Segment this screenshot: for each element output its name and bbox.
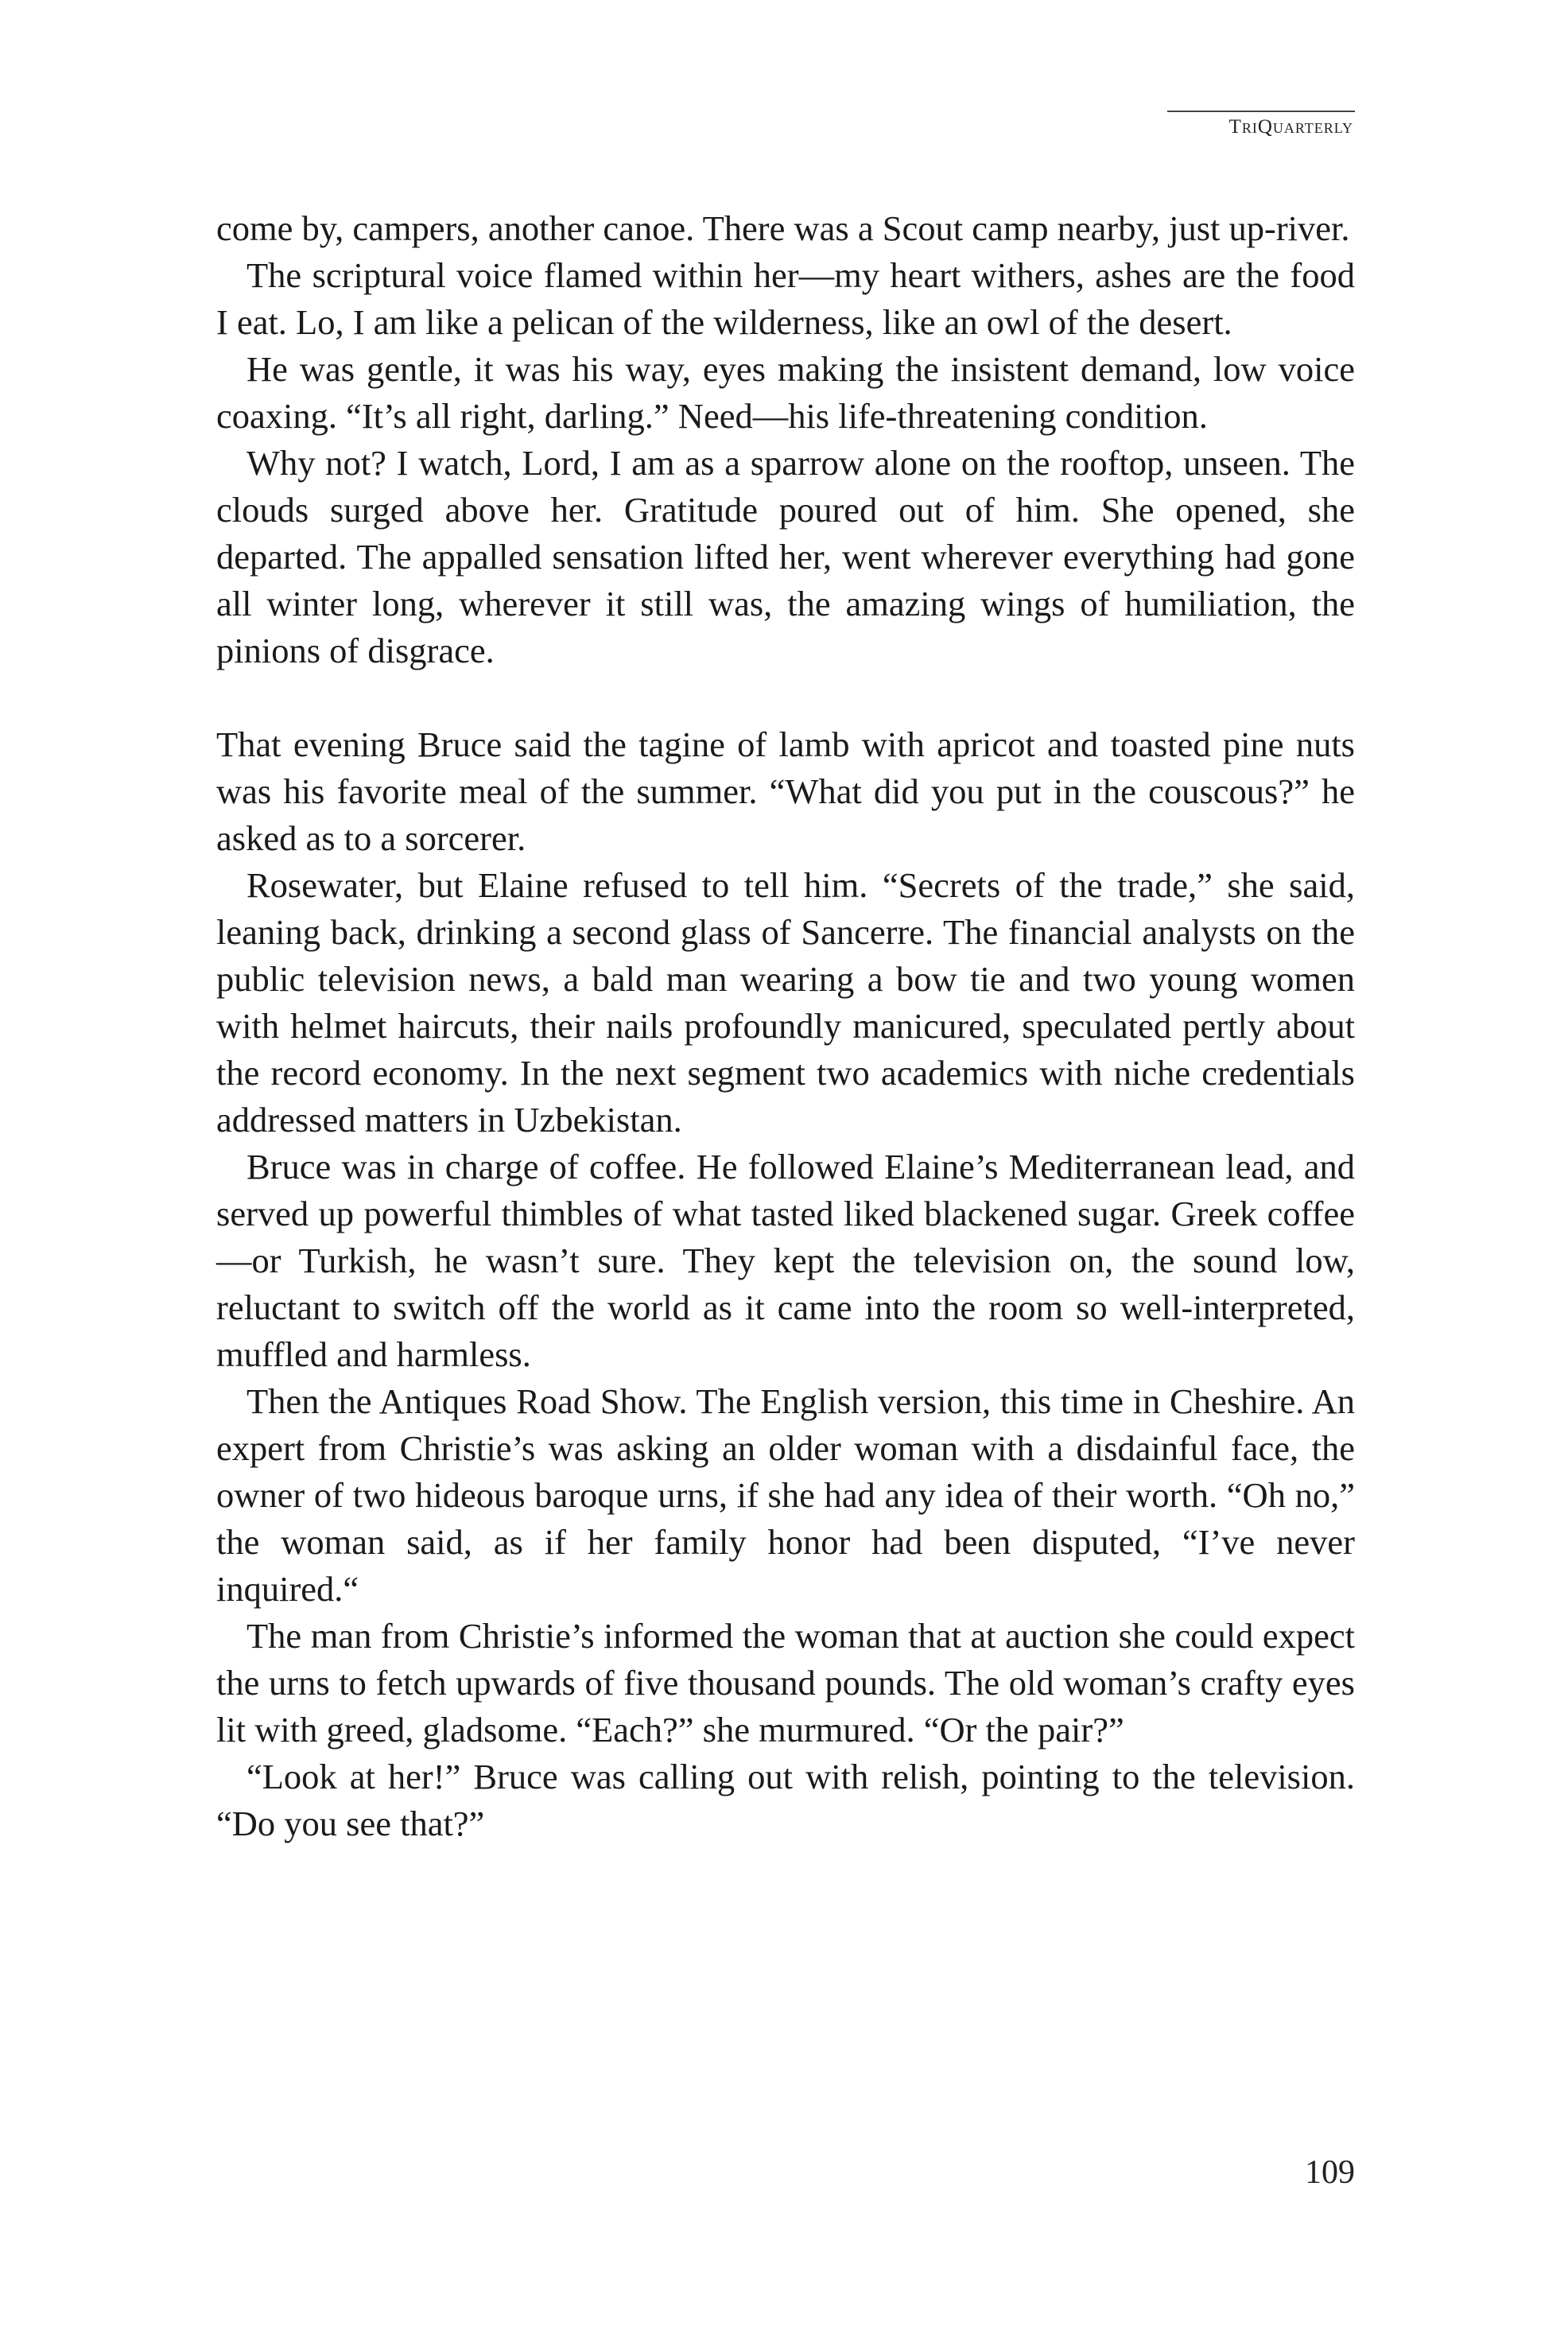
- paragraph: Why not? I watch, Lord, I am as a sparrow alone on the rooftop, unseen. The clouds surged above her. Gratitude poured out of him. She opened, she departed. The appalled sensation lifted her, went wherever everything had gone all winter long, wherever it still was, the amazing wings of humiliation, the pinions of disgrace.: [216, 443, 1355, 670]
- paragraph: He was gentle, it was his way, eyes making the insistent demand, low voice coaxing. “It’s all right, darling.” Need—his life-threatening condition.: [216, 349, 1355, 436]
- paragraph: The man from Christie’s informed the woman that at auction she could expect the urns to fetch upwards of five thousand pounds. The old woman’s crafty eyes lit with greed, gladsome. “Each?” she murmured. “Or the pair?”: [216, 1616, 1355, 1750]
- paragraph: Then the Antiques Road Show. The English version, this time in Cheshire. An expert from Christie’s was asking an older woman with a disdainful face, the owner of two hideous baroque urns, if she had any idea of their worth. “Oh no,” the woman said, as if her family honor had been disputed, “I’ve never inquired.“: [216, 1381, 1355, 1609]
- section-opening-paragraph: That evening Bruce said the tagine of lamb with apricot and toasted pine nuts was his favorite meal of the summer. “What did you put in the couscous?” he asked as to a sorcerer.: [216, 724, 1355, 858]
- paragraph: come by, campers, another canoe. There was a Scout camp nearby, just up-river.: [216, 208, 1350, 248]
- paragraph: Bruce was in charge of coffee. He followed Elaine’s Mediterranean lead, and served up powerful thimbles of what tasted liked blackened sugar. Greek coffee—or Turkish, he wasn’t sure. They kept the television on, the sound low, reluctant to switch off the world as it came into the room so well-interpreted, muffled and harmless.: [216, 1147, 1355, 1374]
- running-head: TriQuarterly: [1228, 116, 1353, 138]
- running-head-rule: [1167, 111, 1355, 112]
- paragraph: Rosewater, but Elaine refused to tell him. “Secrets of the trade,” she said, leaning back, drinking a second glass of Sancerre. The financial analysts on the public television news, a bald man wearing a bow tie and two young women with helmet haircuts, their nails profoundly manicured, speculated pertly about the record economy. In the next segment two academics with niche credentials addressed matters in Uzbekistan.: [216, 865, 1355, 1140]
- paragraph: The scriptural voice flamed within her—my heart withers, ashes are the food I eat. Lo, I am like a pelican of the wilderness, like an owl of the desert.: [216, 255, 1355, 342]
- page-number: 109: [1305, 2154, 1355, 2191]
- paragraph: “Look at her!” Bruce was calling out with relish, pointing to the television. “Do you see that?”: [216, 1757, 1355, 1843]
- page-body: [216, 205, 1355, 1847]
